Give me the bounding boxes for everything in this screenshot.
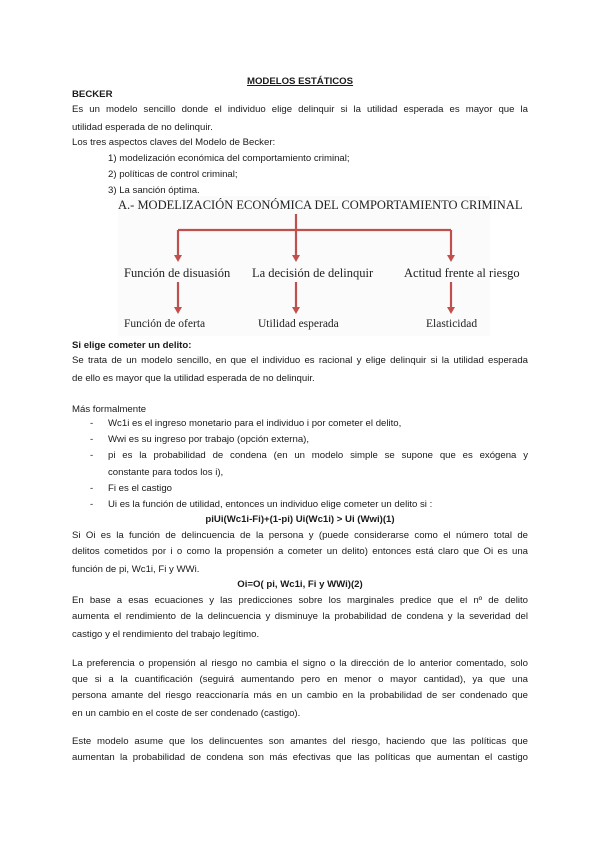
page-title: MODELOS ESTÁTICOS (246, 76, 354, 87)
node-actitud-riesgo: Actitud frente al riesgo (404, 266, 520, 280)
criminal-behavior-diagram (118, 196, 523, 336)
diagram-arrowhead-node-3 (447, 255, 455, 262)
bullet-4: Fi es el castigo (108, 483, 172, 494)
elige-line-1: Se trata de un modelo sencillo, en que el individuo es racional y elige delinquir si la utilidad esperada (72, 355, 528, 366)
leaf-funcion-oferta: Función de oferta (124, 318, 206, 330)
intro-line-1: Es un modelo sencillo donde el individuo elige delinquir si la utilidad esperada es mayor que la (72, 104, 528, 115)
diagram-arrowhead-leaf-1 (174, 307, 182, 314)
elige-line-2: de ello es mayor que la utilidad esperada de no delinquir. (72, 373, 315, 384)
para1-line-3: función de pi, Wc1i, Fi y WWi. (72, 564, 200, 575)
para3-line-3: persona amante del riesgo reaccionaría más en un cambio en la probabilidad de ser condenado que (72, 690, 528, 701)
bullet-3-cont: constante para todos los i), (108, 467, 224, 478)
formal-intro: Más formalmente (72, 404, 147, 415)
para3-line-4: en un cambio en el coste de ser condenado (castigo). (72, 708, 301, 719)
bullet-dash-3: - (90, 450, 94, 461)
para1-line-1: Si Oi es la función de delincuencia de la persona y (puede considerarse como el número total de (72, 530, 528, 541)
diagram-arrowhead-leaf-3 (447, 307, 455, 314)
diagram-arrowhead-node-2 (292, 255, 300, 262)
aspect-item-2: 2) políticas de control criminal; (108, 169, 238, 180)
para4-line-1: Este modelo asume que los delincuentes son amantes del riesgo, haciendo que las políticas que (72, 736, 528, 747)
intro-line-2: utilidad esperada de no delinquir. (72, 122, 213, 133)
node-funcion-disuasion: Función de disuasión (124, 266, 231, 280)
para2-line-3: castigo y el rendimiento del trabajo legítimo. (72, 629, 260, 640)
bullet-dash-4: - (90, 483, 94, 494)
aspect-item-1: 1) modelización económica del comportamiento criminal; (108, 153, 350, 164)
para1-line-2: delitos cometidos por i o como la propensión a cometer un delito) entonces está claro que Oi es una (72, 546, 528, 557)
equation-2: Oi=O( pi, Wc1i, Fi y WWi)(2) (237, 579, 363, 590)
bullet-3: pi es la probabilidad de condena (en un modelo simple se supone que es exógena y (108, 450, 528, 461)
para2-line-2: aumenta el rendimiento de la delincuencia y disminuye la probabilidad de condena y la severidad del (72, 611, 528, 622)
bullet-2: Wwi es su ingreso por trabajo (opción externa), (108, 434, 310, 445)
diagram-arrowhead-leaf-2 (292, 307, 300, 314)
para3-line-2: que si a la cuantificación (seguirá aumentando pero en menor o mayor cantidad), ya que una (72, 674, 528, 685)
bullet-dash-1: - (90, 418, 94, 429)
para3-line-1: La preferencia o propensión al riesgo no cambia el signo o la dirección de lo anterior comentado, solo (72, 658, 528, 669)
diagram-heading: A.- MODELIZACIÓN ECONÓMICA DEL COMPORTAMIENTO CRIMINAL (118, 198, 523, 212)
aspects-intro: Los tres aspectos claves del Modelo de Becker: (72, 137, 276, 148)
bullet-dash-2: - (90, 434, 94, 445)
leaf-utilidad-esperada: Utilidad esperada (258, 318, 339, 330)
bullet-5: Ui es la función de utilidad, entonces un individuo elige cometer un delito si : (108, 499, 433, 510)
para4-line-2: aumentan la probabilidad de condena son más efectivas que las políticas que aumentan el castigo (72, 752, 528, 763)
equation-1: piUi(Wc1i-Fi)+(1-pi) Ui(Wc1i) > Ui (Wwi)(1) (205, 514, 395, 525)
bullet-1: Wc1i es el ingreso monetario para el individuo i por cometer el delito, (108, 418, 402, 429)
para2-line-1: En base a esas ecuaciones y las predicciones sobre los marginales predice que el nº de delito (72, 595, 528, 606)
aspect-item-3: 3) La sanción óptima. (108, 185, 200, 196)
section-heading-elige: Si elige cometer un delito: (72, 340, 192, 351)
leaf-elasticidad: Elasticidad (426, 318, 478, 330)
diagram-arrowhead-node-1 (174, 255, 182, 262)
node-decision-delinquir: La decisión de delinquir (252, 266, 374, 280)
bullet-dash-5: - (90, 499, 94, 510)
section-heading-becker: BECKER (72, 89, 113, 100)
